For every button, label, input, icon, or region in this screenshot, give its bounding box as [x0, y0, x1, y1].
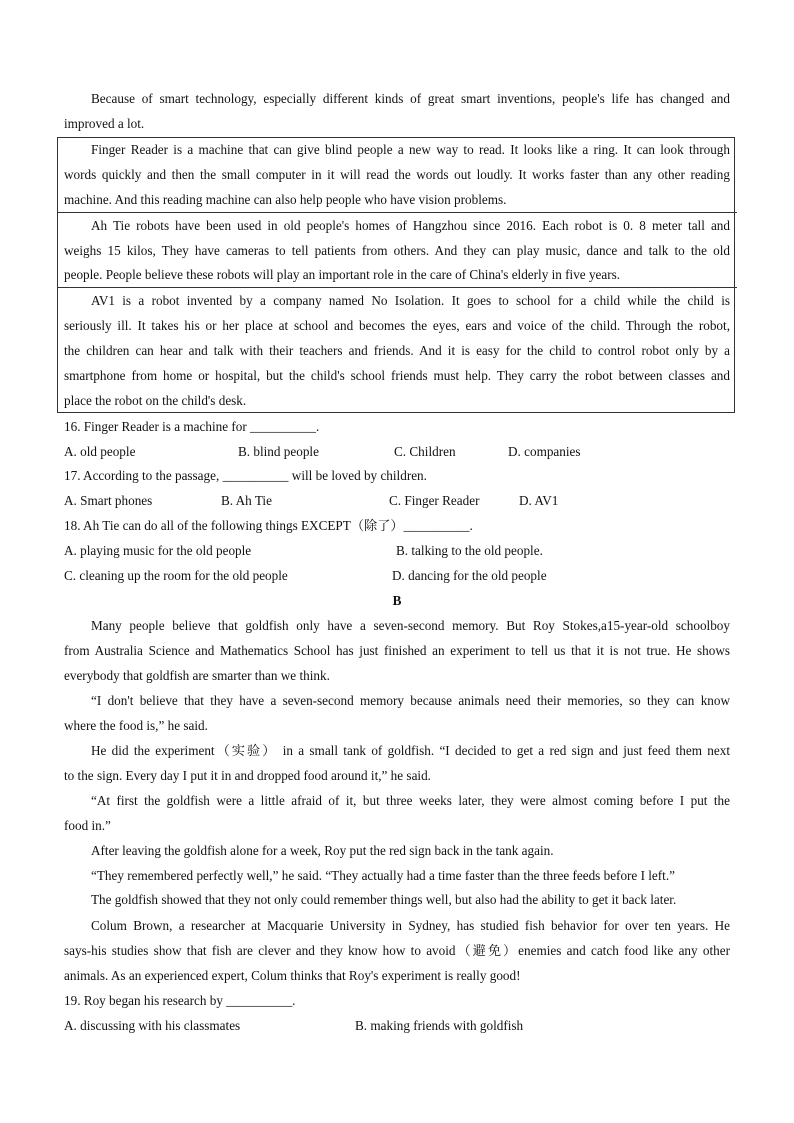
question-16-option-a: A. old people: [64, 444, 136, 459]
section-b-line: from Australia Science and Mathematics School has just finished an experiment to tell us that it is not true. He shows: [64, 643, 730, 658]
question-17-option-d: D. AV1: [519, 493, 559, 508]
section-b-line: food in.”: [64, 818, 111, 833]
question-19-option-b: B. making friends with goldfish: [355, 1018, 524, 1033]
question-17-stem: 17. According to the passage, __________ will be loved by children.: [64, 468, 427, 483]
intro-line: Because of smart technology, especially different kinds of great smart inventions, people's life has changed and: [91, 91, 730, 106]
section-b-line: everybody that goldfish are smarter than we think.: [64, 668, 330, 683]
section-b-line: to the sign. Every day I put it in and dropped food around it,” he said.: [64, 768, 431, 783]
section-b-heading: B: [392, 593, 402, 608]
section-b-line: “At first the goldfish were a little afraid of it, but three weeks later, they were almost coming before I put the: [91, 793, 730, 808]
question-18-option-b: B. talking to the old people.: [396, 543, 543, 558]
question-18-option-a: A. playing music for the old people: [64, 543, 252, 558]
table-divider: [57, 287, 737, 288]
question-16-stem: 16. Finger Reader is a machine for __________.: [64, 419, 320, 434]
question-19-option-a: A. discussing with his classmates: [64, 1018, 241, 1033]
section-b-line: The goldfish showed that they not only could remember things well, but also had the ability to get it back later.: [91, 892, 677, 907]
question-19-stem: 19. Roy began his research by __________.: [64, 993, 296, 1008]
question-18-stem: 18. Ah Tie can do all of the following things EXCEPT（除了）__________.: [64, 518, 473, 533]
question-16-option-c: C. Children: [394, 444, 456, 459]
section-b-line: He did the experiment（实验） in a small tank of goldfish. “I decided to get a red sign and just feed them next: [91, 743, 730, 758]
passage-ah-tie-line: Ah Tie robots have been used in old people's homes of Hangzhou since 2016. Each robot is 0. 8 meter tall and: [91, 218, 730, 233]
section-b-line: “They remembered perfectly well,” he said. “They actually had a time faster than the three feeds before I left.”: [91, 868, 675, 883]
question-17-option-b: B. Ah Tie: [221, 493, 272, 508]
question-16-option-b: B. blind people: [238, 444, 319, 459]
question-17-option-c: C. Finger Reader: [389, 493, 480, 508]
passage-ah-tie-line: people. People believe these robots will play an important role in the care of China's elderly in five years.: [64, 267, 621, 282]
passage-finger-reader-line: machine. And this reading machine can also help people who have vision problems.: [64, 192, 507, 207]
question-17-option-a: A. Smart phones: [64, 493, 153, 508]
section-b-line: Colum Brown, a researcher at Macquarie University in Sydney, has studied fish behavior for over ten years. He: [91, 918, 730, 933]
question-18-option-c: C. cleaning up the room for the old people: [64, 568, 288, 583]
passage-av1-line: the children can hear and talk with their teachers and friends. And it is easy for the child to control robot only by a: [64, 343, 730, 358]
passage-av1-line: AV1 is a robot invented by a company named No Isolation. It goes to school for a child while the child is: [91, 293, 730, 308]
section-b-line: says-his studies show that fish are clever and they know how to avoid（避免）enemies and catch food like any other: [64, 943, 730, 958]
passage-av1-line: smartphone from home or hospital, but the child's school friends must help. They carry the robot between classes and: [64, 368, 730, 383]
section-b-line: “I don't believe that they have a seven-second memory because animals need their memories, so they can know: [91, 693, 730, 708]
section-b-line: Many people believe that goldfish only have a seven-second memory. But Roy Stokes,a15-year-old schoolboy: [91, 618, 730, 633]
question-18-option-d: D. dancing for the old people: [392, 568, 547, 583]
section-b-line: animals. As an experienced expert, Colum thinks that Roy's experiment is really good!: [64, 968, 521, 983]
intro-line: improved a lot.: [64, 116, 145, 131]
passage-av1-line: seriously ill. It takes his or her place at school and becomes the eyes, ears and voice of the child. Through the robot,: [64, 318, 730, 333]
passage-finger-reader-line: Finger Reader is a machine that can give blind people a new way to read. It looks like a ring. It can look through: [91, 142, 730, 157]
passage-ah-tie-line: weighs 15 kilos, They have cameras to tell patients from others. And they can play music, dance and talk to the old: [64, 243, 730, 258]
passage-av1-line: place the robot on the child's desk.: [64, 393, 247, 408]
passage-finger-reader-line: words quickly and then the small computer in it will read the words out loudly. It works faster than any other reading: [64, 167, 730, 182]
table-divider: [57, 212, 737, 213]
section-b-line: where the food is,” he said.: [64, 718, 208, 733]
question-16-option-d: D. companies: [508, 444, 581, 459]
section-b-line: After leaving the goldfish alone for a week, Roy put the red sign back in the tank again.: [91, 843, 554, 858]
